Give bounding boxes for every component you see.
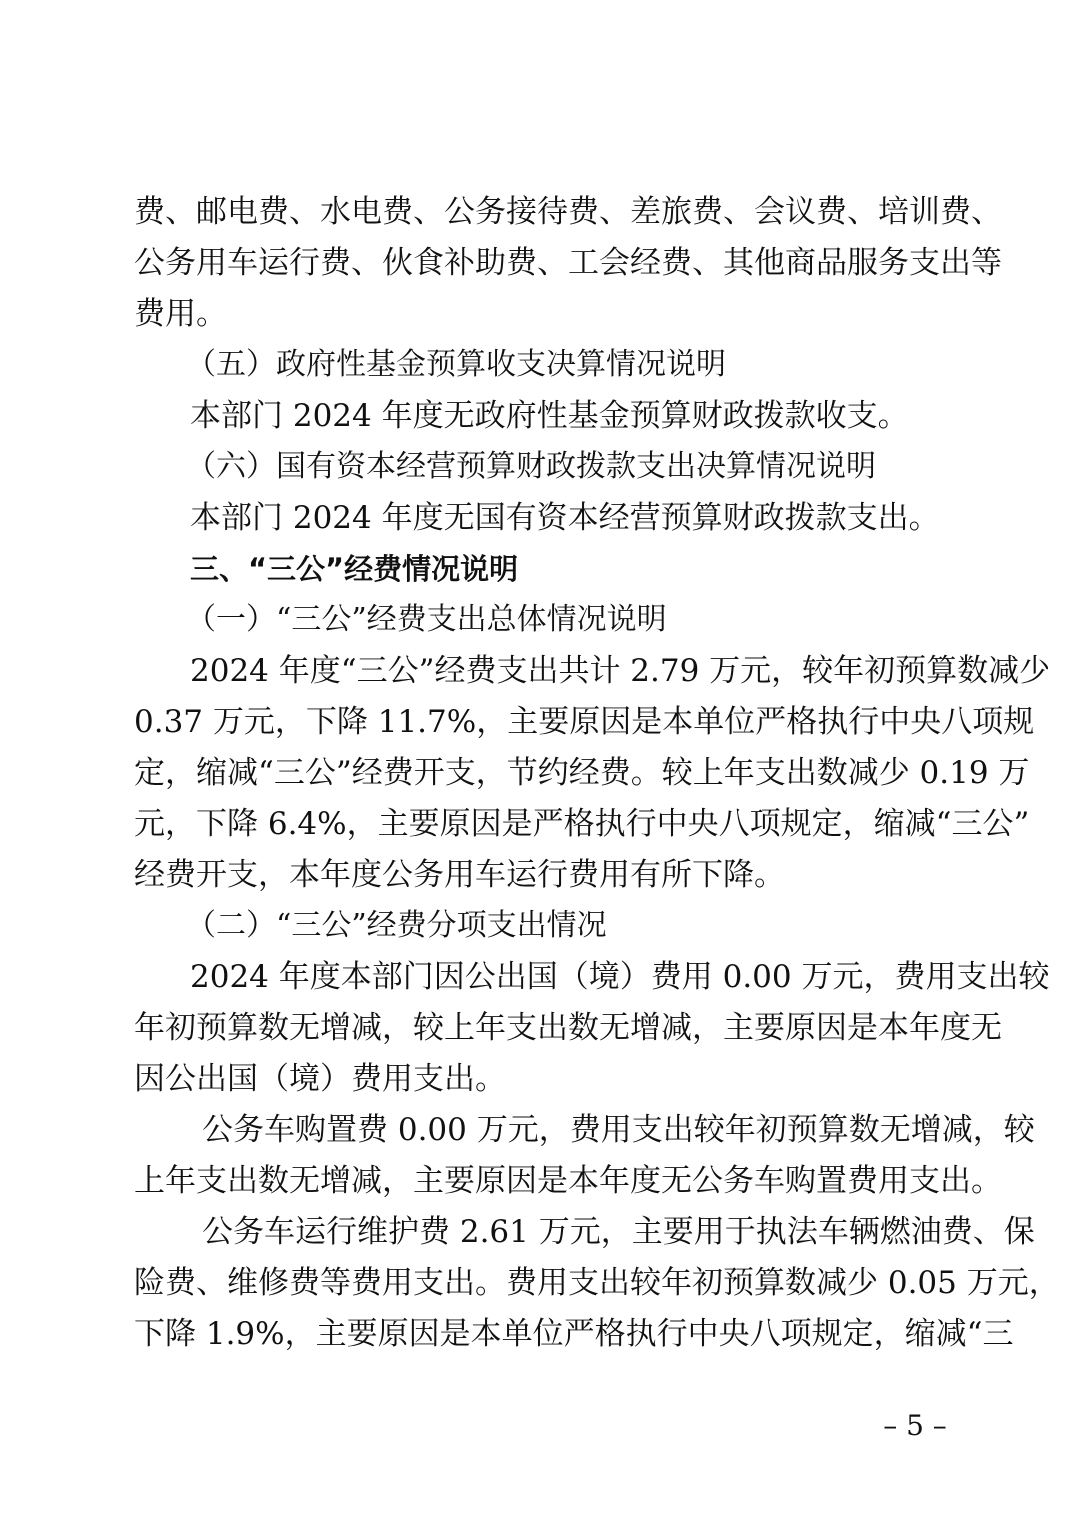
page-number: – 5 – [883, 1409, 947, 1442]
body-line-11: 0.37 万元，下降 11.7%，主要原因是本单位严格执行中央八项规 [134, 704, 1035, 740]
body-line-16: 2024 年度本部门因公出国（境）费用 0.00 万元，费用支出较 [190, 959, 1050, 995]
body-line-21: 公务车运行维护费 2.61 万元，主要用于执法车辆燃油费、保 [202, 1214, 1035, 1250]
body-line-10: 2024 年度“三公”经费支出共计 2.79 万元，较年初预算数减少 [190, 653, 1051, 689]
body-line-17: 年初预算数无增减，较上年支出数无增减，主要原因是本年度无 [134, 1010, 1002, 1046]
body-line-18: 因公出国（境）费用支出。 [134, 1061, 506, 1097]
body-line-2: 公务用车运行费、伙食补助费、工会经费、其他商品服务支出等 [134, 245, 1002, 281]
body-line-14: 经费开支，本年度公务用车运行费用有所下降。 [134, 857, 785, 893]
body-line-5: 本部门 2024 年度无政府性基金预算财政拨款收支。 [190, 398, 909, 434]
body-line-23: 下降 1.9%，主要原因是本单位严格执行中央八项规定，缩减“三 [134, 1316, 1014, 1352]
section-heading-5: （五）政府性基金预算收支决算情况说明 [186, 347, 726, 382]
chapter-heading-3: 三、“三公”经费情况说明 [190, 552, 519, 586]
section-heading-6: （六）国有资本经营预算财政拨款支出决算情况说明 [186, 449, 876, 484]
section-heading-1: （一）“三公”经费支出总体情况说明 [186, 602, 667, 637]
body-line-7: 本部门 2024 年度无国有资本经营预算财政拨款支出。 [190, 500, 940, 536]
body-line-1: 费、邮电费、水电费、公务接待费、差旅费、会议费、培训费、 [134, 194, 1002, 230]
body-line-12: 定，缩减“三公”经费开支，节约经费。较上年支出数减少 0.19 万 [134, 755, 1030, 791]
body-line-3: 费用。 [134, 296, 227, 332]
body-line-19: 公务车购置费 0.00 万元，费用支出较年初预算数无增减，较 [202, 1112, 1035, 1148]
body-line-20: 上年支出数无增减，主要原因是本年度无公务车购置费用支出。 [134, 1163, 1002, 1199]
body-line-13: 元，下降 6.4%，主要原因是严格执行中央八项规定，缩减“三公” [134, 806, 1030, 842]
section-heading-2: （二）“三公”经费分项支出情况 [186, 908, 607, 943]
body-line-22: 险费、维修费等费用支出。费用支出较年初预算数减少 0.05 万元， [134, 1265, 1060, 1301]
